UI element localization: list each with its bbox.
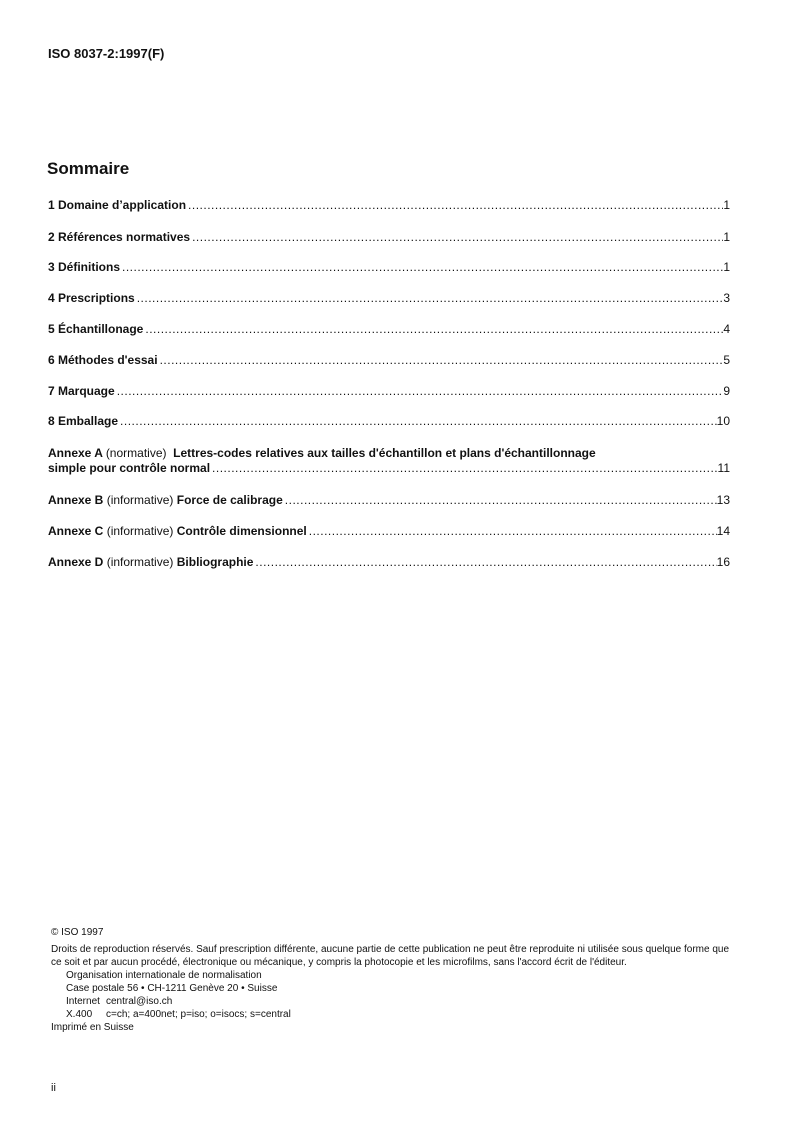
copyright-notice: © ISO 1997 [51,927,104,938]
dot-leader [253,555,716,569]
dot-leader [118,414,717,428]
toc-entry-label: 8 Emballage [48,414,119,428]
toc-entry[interactable] [48,198,730,212]
annex-kind: (informative) [106,524,174,538]
toc-entry[interactable] [48,384,730,398]
toc-entry-annex-d[interactable] [48,555,730,569]
toc-entry-annex-a[interactable] [48,461,730,475]
annex-prefix: Annexe A [48,446,103,460]
annex-kind: (normative) [105,446,167,460]
document-id: ISO 8037-2:1997(F) [48,46,165,61]
toc-entry-label: 3 Définitions [48,260,121,274]
annex-kind: (informative) [106,555,174,569]
toc-entry[interactable] [48,260,730,274]
toc-entry-label: Contrôle dimensionnel [176,524,307,538]
annex-a-heading [48,446,730,460]
annex-prefix: Annexe D [48,555,104,569]
toc-entry-page: 16 [716,555,730,569]
dot-leader [115,384,724,398]
toc-entry-label: Bibliographie [176,555,254,569]
toc-entry-annex-c[interactable] [48,524,730,538]
toc-entry[interactable] [48,414,730,428]
toc-entry-annex-b[interactable] [48,493,730,507]
toc-entry-page: 13 [716,493,730,507]
toc-entry-label: 7 Marquage [48,384,115,398]
org-name: Organisation internationale de normalisation [66,970,262,981]
toc-entry-label: 4 Prescriptions [48,291,135,305]
toc-title: Sommaire [47,159,130,178]
toc-entry-label: Force de calibrage [176,493,283,507]
dot-leader [143,322,723,336]
dot-leader [158,353,724,367]
toc-entry[interactable] [48,291,730,305]
dot-leader [120,260,723,274]
toc-entry-label: 5 Échantillonage [48,322,144,336]
toc-entry-label: 1 Domaine d’application [48,198,187,212]
copyright-footer [51,926,741,1034]
dot-leader [307,524,717,538]
toc-entry-label: 6 Méthodes d'essai [48,353,158,367]
internet-value[interactable]: central@iso.ch [106,996,173,1007]
toc-entry[interactable] [48,230,730,244]
annex-kind: (informative) [106,493,174,507]
toc-entry-page: 11 [717,461,730,475]
internet-label: Internet [66,996,100,1007]
rights-text: Droits de reproduction réservés. Sauf prescription différente, aucune partie de cette publication ne peut être reproduite ni utilisée sous quelque forme que ce soit et par aucun procédé, électronique ou mécanique, y compris la photocopie et les microfilms, sans l'accord écrit de l'éditeur. [51,944,730,968]
toc-entry[interactable] [48,322,730,336]
toc-entry-label: 2 Références normatives [48,230,191,244]
postal-address: Case postale 56 • CH-1211 Genève 20 • Suisse [66,983,278,994]
toc-entry[interactable] [48,353,730,367]
toc-entry-page: 9 [723,384,730,398]
annex-title-line1: Lettres-codes relatives aux tailles d'échantillon et plans d'échantillonnage [173,446,596,460]
toc-entry-page: 1 [723,260,730,274]
dot-leader [135,291,724,305]
annex-prefix: Annexe B [48,493,104,507]
toc-entry-page: 1 [723,198,730,212]
toc-entry-page: 10 [716,414,730,428]
toc-entry-page: 1 [723,230,730,244]
x400-label: X.400 [66,1009,93,1020]
page-number: ii [51,1082,56,1094]
toc-entry-page: 4 [723,322,730,336]
x400-value: c=ch; a=400net; p=iso; o=isocs; s=central [106,1009,291,1020]
x400-line [51,1008,741,1021]
toc-entry-page: 14 [716,524,730,538]
dot-leader [186,198,723,212]
dot-leader [190,230,723,244]
toc-entry-page: 5 [723,353,730,367]
dot-leader [210,461,718,475]
dot-leader [283,493,717,507]
toc-entry-page: 3 [723,291,730,305]
annex-prefix: Annexe C [48,524,104,538]
printed-in: Imprimé en Suisse [51,1022,134,1033]
toc-entry-label: simple pour contrôle normal [48,461,211,475]
internet-line [51,995,741,1008]
